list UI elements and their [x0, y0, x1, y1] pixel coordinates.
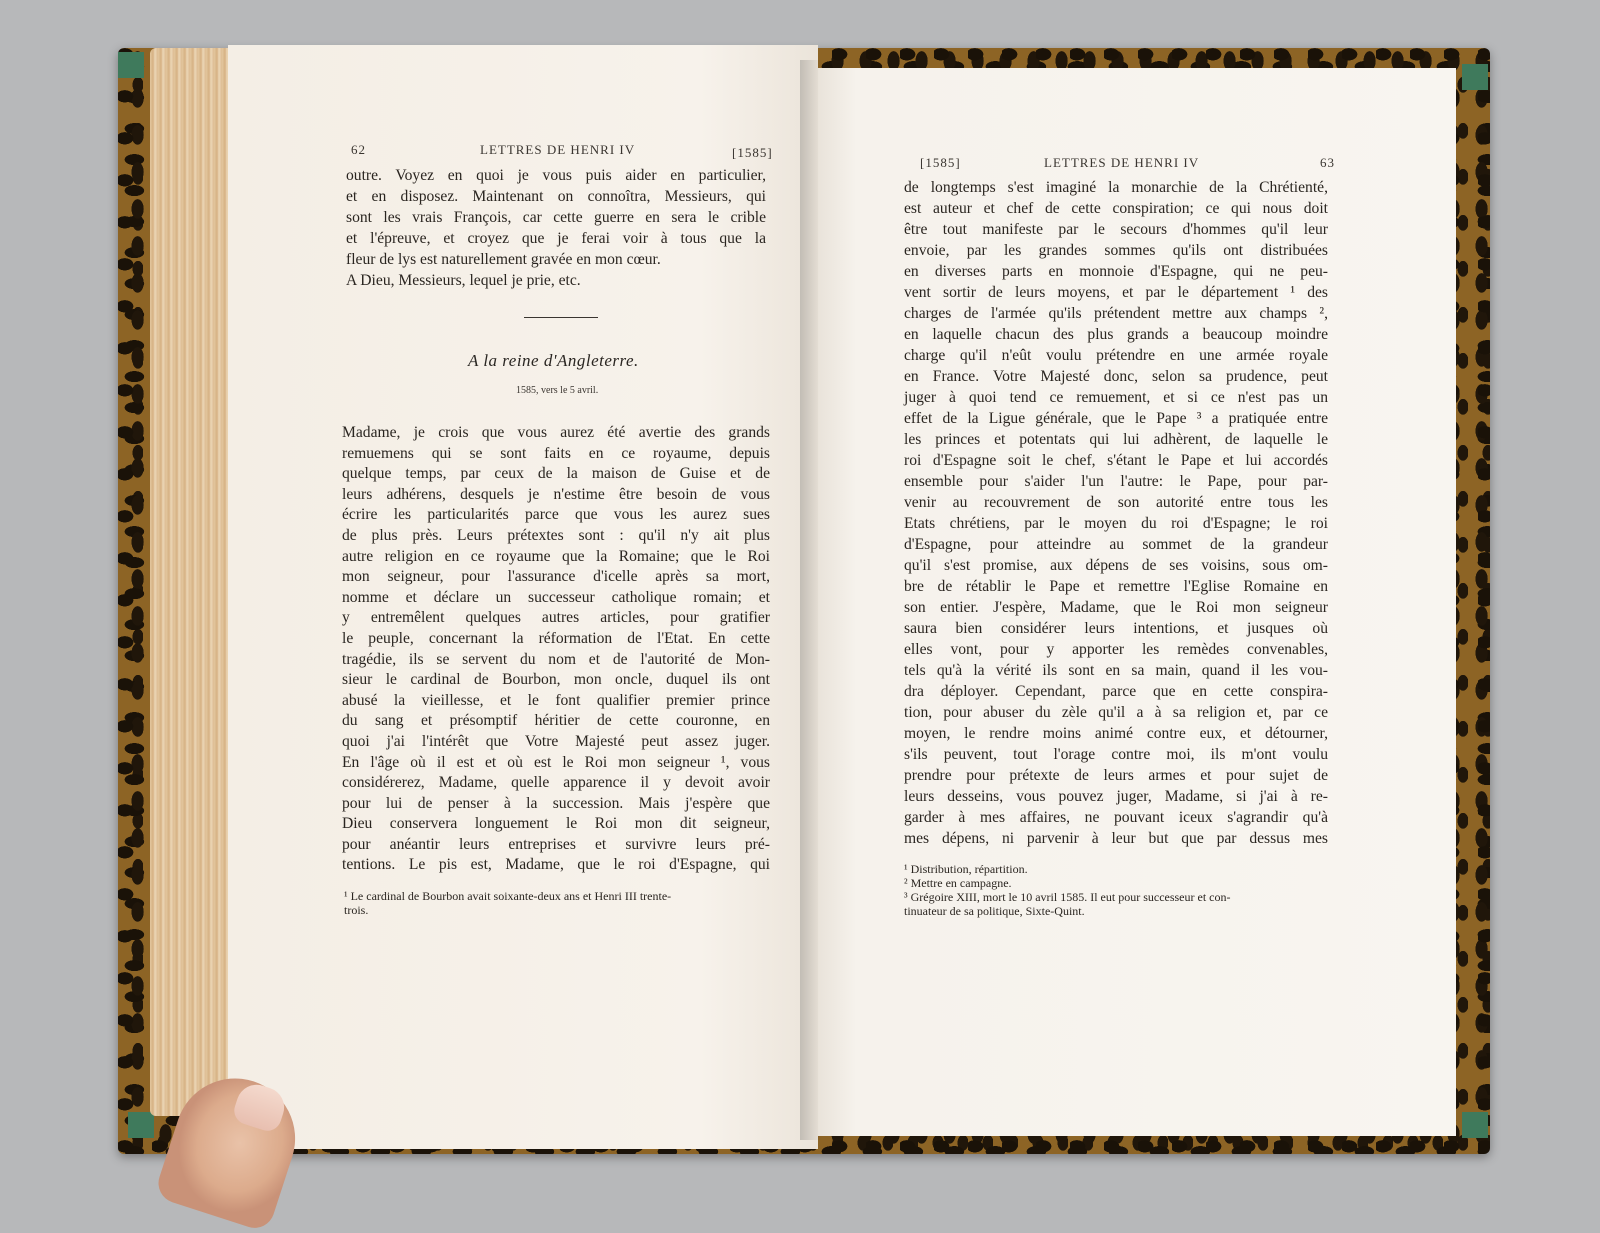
- text-line: nomme et déclare un successeur catholique romain; et: [342, 588, 770, 606]
- text-line: mes dépens, ni parvenir à leur but que par dessus mes: [904, 830, 1328, 847]
- cover-corner-top-left: [118, 52, 144, 78]
- text-line: A Dieu, Messieurs, lequel je prie, etc.: [346, 272, 581, 289]
- text-line: écrire les particularités parce que vous les aurez sues: [342, 506, 770, 524]
- text-line: leurs desseins, vous pouvez juger, Madame, si j'ai à re-: [904, 788, 1328, 805]
- text-line: fleur de lys est naturellement gravée en mon cœur.: [346, 251, 661, 268]
- text-line: tragédie, ils se servent du nom et de l'autorité de Mon-: [342, 650, 770, 668]
- right-running-year: [1585]: [920, 155, 961, 170]
- footnote-line: ¹ Distribution, répartition.: [904, 862, 1028, 876]
- text-line: Etats chrétiens, par le moyen du roi d'Espagne; le roi: [904, 515, 1328, 532]
- text-line: en laquelle chacun des plus grands a beaucoup moindre: [904, 326, 1328, 343]
- text-line: qu'il s'est promise, aux dépens de ses voisins, sous om-: [904, 557, 1328, 574]
- left-page: [228, 45, 818, 1149]
- text-line: dra déployer. Cependant, parce que en cette conspira-: [904, 683, 1328, 700]
- text-line: saura bien considérer leurs intentions, et jusques où: [904, 620, 1328, 637]
- text-line: sont les vrais François, car cette guerre en sera le crible: [346, 209, 766, 226]
- text-line: pour lui de penser à la succession. Mais j'espère que: [342, 794, 770, 812]
- text-line: effet de la Ligue générale, que le Pape ³ a pratiquée entre: [904, 410, 1328, 427]
- text-line: s'ils peuvent, tout l'orage contre moi, ils m'ont voulu: [904, 746, 1328, 763]
- text-line: roi d'Espagne soit le chef, s'étant le Pape et lui accordés: [904, 452, 1328, 469]
- text-line: les princes et potentats qui lui adhèrent, de laquelle le: [904, 431, 1328, 448]
- text-line: son entier. J'espère, Madame, que le Roi mon seigneur: [904, 599, 1328, 616]
- text-line: abusé la vieillesse, et le font qualifier premier prince: [342, 691, 770, 709]
- text-line: quelque temps, par ceux de la maison de Guise et de: [342, 465, 770, 483]
- text-line: garder à mes affaires, ne pouvant iceux s'agrandir qu'à: [904, 809, 1328, 826]
- text-line: venir au recouvrement de son autorité entre tous les: [904, 494, 1328, 511]
- text-line: remuemens qui se sont faits en ce royaume, depuis: [342, 444, 770, 462]
- left-running-title: LETTRES DE HENRI IV: [480, 142, 636, 157]
- text-line: tion, pour abuser du zèle qu'il a à sa religion et, par ce: [904, 704, 1328, 721]
- text-line: envoie, par les grandes sommes qu'ils ont distribuées: [904, 242, 1328, 259]
- text-line: ensemble pour s'aider l'un l'autre: le Pape, pour par-: [904, 473, 1328, 490]
- text-line: quoi j'ai l'intérêt que Votre Majesté peut assez juger.: [342, 732, 770, 750]
- text-line: prendre pour prétexte de leurs armes et pour sujet de: [904, 767, 1328, 784]
- text-line: être tout manifeste par le secours d'hommes qu'il leur: [904, 221, 1328, 238]
- text-line: d'Espagne, pour atteindre au sommet de la grandeur: [904, 536, 1328, 553]
- right-running-title: LETTRES DE HENRI IV: [1044, 155, 1200, 170]
- text-line: juger à quoi tend ce remuement, et si ce n'est pas un: [904, 389, 1328, 406]
- text-line: moyen, le rendre moins animé contre eux, et détourner,: [904, 725, 1328, 742]
- cover-corner-top-right: [1462, 64, 1488, 90]
- cover-corner-bottom-left: [128, 1112, 154, 1138]
- text-line: charges de l'armée qu'ils prétendent mettre aux champs ²,: [904, 305, 1328, 322]
- text-line: Madame, je crois que vous aurez été avertie des grands: [342, 424, 770, 441]
- text-line: vent sortir de leurs moyens, et par le département ¹ des: [904, 284, 1328, 301]
- text-line: elles vont, pour y apporter les remèdes convenables,: [904, 641, 1328, 658]
- footnote-line: trois.: [344, 903, 369, 917]
- section-divider: [524, 317, 598, 318]
- page-edges: [150, 48, 232, 1116]
- left-continuation-text: [346, 165, 766, 291]
- text-line: autre religion en ce royaume que la Romaine; que le Roi: [342, 547, 770, 565]
- text-line: de plus près. Leurs prétextes sont : qu'il n'y ait plus: [342, 526, 770, 544]
- text-line: outre. Voyez en quoi je vous puis aider en particulier,: [346, 167, 766, 184]
- text-line: le peuple, concernant la réformation de l'Etat. En cette: [342, 629, 770, 647]
- text-line: y entremêlent quelques autres articles, pour gratifier: [342, 609, 770, 627]
- right-footnotes: [904, 862, 1328, 918]
- text-line: tentions. Le pis est, Madame, que le roi d'Espagne, qui: [342, 856, 770, 874]
- text-line: du sang et présomptif héritier de cette couronne, en: [342, 712, 770, 730]
- letter-text: [342, 423, 770, 876]
- footnote-line: ³ Grégoire XIII, mort le 10 avril 1585. Il eut pour successeur et con-: [904, 890, 1231, 904]
- right-page-number: 63: [1320, 155, 1335, 170]
- footnote-line: ¹ Le cardinal de Bourbon avait soixante-deux ans et Henri III trente-: [344, 889, 672, 903]
- text-line: En l'âge où il est et où est le Roi mon seigneur ¹, vous: [342, 753, 770, 771]
- text-line: Dieu conservera longuement le Roi mon dit seigneur,: [342, 815, 770, 833]
- cover-corner-bottom-right: [1462, 1112, 1488, 1138]
- left-page-number: 62: [351, 142, 366, 157]
- text-line: tels qu'à la vérité ils sont en sa main, quand il les vou-: [904, 662, 1328, 679]
- text-line: charge qu'il n'eût voulu prétendre en une armée royale: [904, 347, 1328, 364]
- text-line: sieur le cardinal de Bourbon, mon oncle, duquel ils ont: [342, 671, 770, 689]
- left-running-year: [1585]: [732, 145, 773, 160]
- section-title: A la reine d'Angleterre.: [468, 351, 639, 370]
- text-line: et l'épreuve, et croyez que je ferai voir à tous que la: [346, 230, 766, 247]
- text-line: bre de rétablir le Pape et remettre l'Eglise Romaine en: [904, 578, 1328, 595]
- letter-dateline: 1585, vers le 5 avril.: [516, 385, 599, 396]
- right-body-text: [904, 177, 1328, 849]
- text-line: de longtemps s'est imaginé la monarchie de la Chrétienté,: [904, 179, 1328, 196]
- right-page: [818, 68, 1456, 1136]
- text-line: pour anéantir leurs entreprises et survivre leurs pré-: [342, 835, 770, 853]
- footnote-line: tinuateur de sa politique, Sixte-Quint.: [904, 904, 1085, 918]
- left-footnotes: [344, 889, 768, 917]
- footnote-line: ² Mettre en campagne.: [904, 876, 1012, 890]
- text-line: est auteur et chef de cette conspiration; ce qui nous doit: [904, 200, 1328, 217]
- text-line: leurs adhérens, desquels je n'estime être besoin de vous: [342, 485, 770, 503]
- text-line: en France. Votre Majesté donc, selon sa prudence, peut: [904, 368, 1328, 385]
- text-line: en diverses parts en monnoie d'Espagne, qui ne peu-: [904, 263, 1328, 280]
- text-line: et en disposez. Maintenant on connoîtra, Messieurs, qui: [346, 188, 766, 205]
- text-line: considérerez, Madame, quelle apparence il y devoit avoir: [342, 774, 770, 792]
- text-line: mon seigneur, pour l'assurance d'icelle après sa mort,: [342, 568, 770, 586]
